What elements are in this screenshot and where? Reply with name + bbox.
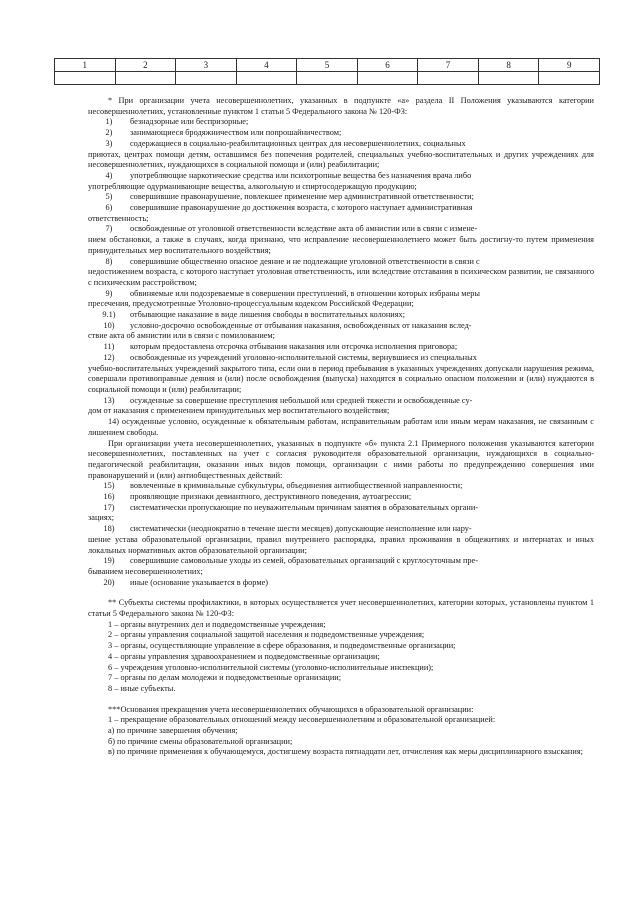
list-item: 3 – органы, осуществляющие управление в сфере образования, и подведомственные организации; (108, 641, 456, 651)
table-cell (418, 72, 479, 85)
list-item-continuation: быванием несовершеннолетних; (88, 566, 203, 576)
footnote3-list (88, 715, 594, 758)
list-item-number: 15) (103, 481, 115, 491)
list-item (88, 353, 594, 364)
list-item-number: 10) (103, 320, 115, 330)
list-item (88, 556, 594, 567)
list-item (88, 289, 594, 300)
list-item (88, 492, 594, 503)
list-item-number: 1) (105, 117, 113, 127)
list-item-continuation: ствие акта об амнистии или в связи с помилованием; (88, 331, 275, 341)
table-cell (236, 72, 297, 85)
list-item-text: занимающиеся бродяжничеством или попрошайничеством; (130, 128, 342, 138)
list-item: 1 – органы внутренних дел и подведомственные учреждения; (108, 619, 326, 629)
list-item-text: иные (основание указывается в форме) (130, 577, 269, 587)
list-item-text: систематически (неоднократно в течение шести месяцев) допускающие неисполнение или нару- (130, 524, 472, 534)
table-cell: 8 (478, 59, 539, 72)
list-item: а) по причине завершения обучения; (108, 726, 238, 736)
list-item (88, 342, 594, 353)
table-cell: 5 (297, 59, 358, 72)
list-item-number: 16) (103, 492, 115, 502)
list-item-number: 9) (105, 288, 113, 298)
list-item-number: 20) (103, 577, 115, 587)
list-item-number: 9.1) (102, 310, 116, 320)
list-item (88, 128, 594, 139)
table-cell: 4 (236, 59, 297, 72)
list-item (88, 203, 594, 214)
list-item: 2 – органы управления социальной защитой населения и подведомственные учреждения; (108, 630, 425, 640)
list-item-text: совершившие правонарушение до достижения возраста, с которого наступает административная (130, 203, 473, 213)
list-item-number: 18) (103, 524, 115, 534)
list-item-text: обвиняемые или подозреваемые в совершении преступлений, в отношении которых избраны меры (130, 288, 480, 298)
list-item-text: освобожденные от уголовной ответственности вследствие акта об амнистии или в связи с измене- (130, 224, 478, 234)
table-empty-row (55, 72, 600, 85)
footnote1-item14: 14) осужденные условно, осужденные к обязательным работам, исправительным работам или иным мерам наказания, не связанным с лишением свободы. (88, 417, 594, 437)
list-item-continuation: учебно-воспитательных учреждений закрытого типа, если они в период пребывания в указанных учреждениях допускали нарушения режима, совершали противоправные деяния и (или) после освобождения (выпуска) находятся в социально опасном положении и (или) нуждаются в социальной помощи и (или) реабилитации; (88, 363, 594, 394)
list-item (88, 171, 594, 182)
list-item: б) по причине смены образовательной организации; (108, 736, 293, 746)
list-item-text: совершившие правонарушение, повлекшее применение мер административной ответственности; (130, 192, 474, 202)
table-cell: 3 (176, 59, 237, 72)
list-item-number: 19) (103, 556, 115, 566)
list-item-text: освобожденные из учреждений уголовно-исполнительной системы, вернувшиеся из специальных (130, 352, 477, 362)
list-item-number: 4) (105, 170, 113, 180)
list-item (88, 224, 594, 235)
list-item (88, 257, 594, 268)
list-item: 1 – прекращение образовательных отношений между несовершеннолетним и образовательной организацией: (108, 715, 496, 725)
table-cell (176, 72, 237, 85)
list-item: 7 – органы по делам молодежи и подведомственные организации; (108, 673, 342, 683)
list-item-text: которым предоставлена отсрочка отбывания наказания или отсрочка исполнения приговора; (130, 342, 458, 352)
list-item-continuation: шение устава образовательной организации, правил внутреннего распорядка, правил проживания в общежитиях и интернатах и иных локальных нормативных актов образовательной организации; (88, 534, 594, 555)
list-item: 8 – иные субъекты. (108, 683, 176, 693)
list-item-number: 11) (103, 342, 115, 352)
column-number-table (54, 58, 600, 85)
list-item-number: 12) (103, 352, 115, 362)
list-item (88, 524, 594, 535)
table-cell: 9 (539, 59, 600, 72)
list-item-number: 17) (103, 502, 115, 512)
list-item-text: безнадзорные или беспризорные; (130, 117, 249, 127)
footnotes-text (88, 96, 594, 758)
list-item-text: отбывающие наказание в виде лишения свободы в воспитательных колониях; (130, 310, 406, 320)
list-item-number: 7) (105, 224, 113, 234)
list-item-number: 13) (103, 395, 115, 405)
list-item: 4 – органы управления здравоохранением и подведомственные организации; (108, 651, 380, 661)
list-item (88, 396, 594, 407)
list-item-continuation: ответственность; (88, 213, 149, 223)
list-item (88, 139, 594, 150)
list-item (88, 321, 594, 332)
list-item (88, 481, 594, 492)
list-item-text: употребляющие наркотические средства или психотропные вещества без назначения врача либо (130, 170, 472, 180)
table-cell (55, 72, 116, 85)
footnote3-intro: ***Основания прекращения учета несовершеннолетних обучающихся в образовательной организации: (108, 704, 474, 714)
table-cell (357, 72, 418, 85)
list-item-text: содержащиеся в социально-реабилитационных центрах для несовершеннолетних, социальных (130, 138, 466, 148)
table-cell: 6 (357, 59, 418, 72)
list-item (88, 310, 594, 321)
list-item-text: осужденные за совершение преступления небольшой или средней тяжести и освобожденные су- (130, 395, 473, 405)
list-item-text: вовлеченные в криминальные субкультуры, объединения антиобщественной направленности; (130, 481, 463, 491)
footnote1-intro2: При организации учета несовершеннолетних, указанных в подпункте «б» пункта 2.1 Примерного положения указываются категории несовершеннолетних, поставленных на учет с согласия руководителя образовательной организации, нуждающихся в социально-педагогической реабилитации, оказании иных видов помощи, организации с ними работы по предупреждению совершения ими правонарушений и (или) антиобщественных действий: (88, 438, 594, 480)
table-cell (297, 72, 358, 85)
list-item-number: 2) (105, 128, 113, 138)
list-item: 6 – учреждения уголовно-исполнительной системы (уголовно-исполнительные инспекции); (108, 662, 434, 672)
list-item-continuation: дом от наказания с применением принудительных мер воспитательного воздействия; (88, 406, 390, 416)
table-cell (115, 72, 176, 85)
list-item-number: 5) (105, 192, 113, 202)
list-item-continuation: зациях; (88, 513, 115, 523)
list-item (88, 117, 594, 128)
table-header-row (55, 59, 600, 72)
list-item-continuation: употребляющие одурманивающие вещества, алкогольную и спиртосодержащую продукцию; (88, 181, 417, 191)
list-item-continuation: недостижением возраста, с которого наступает уголовная ответственность, или вследствие отставания в психическом развитии, не связанного с психическим расстройством; (88, 267, 594, 287)
list-item-text: совершившие общественно опасное деяние и не подлежащие уголовной ответственности в связи с (130, 256, 480, 266)
table-cell: 7 (418, 59, 479, 72)
list-item-continuation: пресечения, предусмотренные Уголовно-процессуальным кодексом Российской Федерации; (88, 299, 414, 309)
list-item-continuation: приютах, центрах помощи детям, оставшимся без попечения родителей, специальных учебно-воспитательных и других учреждениях для несовершеннолетних, нуждающихся в социальной помощи и (или) реабилитации; (88, 149, 594, 170)
list-item-continuation: нием обстановки, а также в случаях, когда признано, что исправление несовершеннолетнего может быть достигну-то путем применения принудительных мер воспитательного воздействия; (88, 235, 594, 255)
list-item-text: проявляющие признаки девиантного, деструктивного поведения, аутоагрессии; (130, 492, 412, 502)
list-item-text: условно-досрочно освобожденные от отбывания наказания, освобожденных от наказания вслед- (130, 320, 472, 330)
table-cell: 1 (55, 59, 116, 72)
list-item: в) по причине применения к обучающемуся, достигшему возраста пятнадцати лет, отчисления как меры дисциплинарного взыскания; (108, 747, 583, 757)
list-item-number: 8) (105, 256, 113, 266)
list-item-number: 6) (105, 203, 113, 213)
footnote2-intro: ** Субъекты системы профилактики, в которых осуществляется учет несовершеннолетних, категории которых, установлены пунктом 1 статьи 5 Федерального закона № 120-ФЗ: (88, 598, 594, 619)
list-item-number: 3) (105, 138, 113, 148)
table-cell (478, 72, 539, 85)
list-item (88, 192, 594, 203)
footnote1-list2 (88, 481, 594, 588)
list-item-text: систематически пропускающие по неуважительным причинам занятия в образовательных органи- (130, 502, 479, 512)
footnote2-list (88, 620, 594, 695)
list-item (88, 503, 594, 514)
table-cell (539, 72, 600, 85)
footnote1-intro: * При организации учета несовершеннолетних, указанных в подпункте «а» раздела II Положения указываются категории несовершеннолетних, установленные пунктом 1 статьи 5 Федерального закона № 120-ФЗ: (88, 96, 594, 116)
footnote1-list (88, 117, 594, 417)
list-item-text: совершившие самовольные уходы из семей, образовательных организаций с круглосуточным пре- (130, 556, 478, 566)
list-item (88, 578, 594, 589)
table-cell: 2 (115, 59, 176, 72)
